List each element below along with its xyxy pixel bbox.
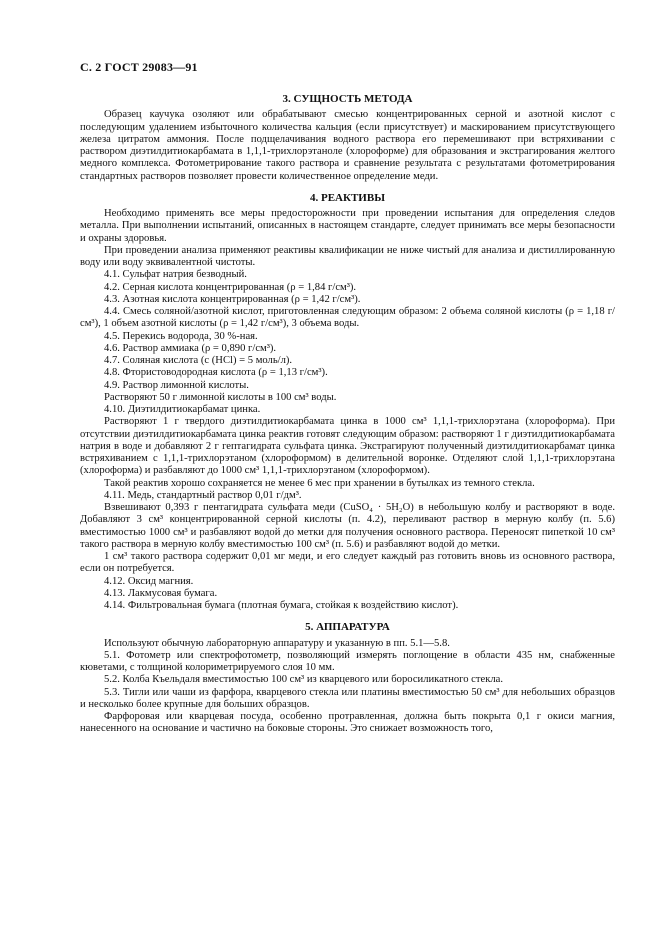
item-5-1: 5.1. Фотометр или спектрофотометр, позволяющий измерять поглощение в области 435 нм, снабженные кюветами, с толщиной колориметрируемого слоя 10 мм.: [80, 649, 615, 673]
item-4-2: 4.2. Серная кислота концентрированная (ρ = 1,84 г/см³).: [104, 281, 357, 293]
item-4-11-paragraph-2: 1 см³ такого раствора содержит 0,01 мг меди, и его следует каждый раз готовить вновь из основного раствора, если он потребуется.: [80, 551, 615, 575]
item-5-2: 5.2. Колба Къельдаля вместимостью 100 см³ из кварцевого или боросиликатного стекла.: [104, 674, 504, 686]
section-5-paragraph-1: Используют обычную лабораторную аппаратуру и указанную в пп. 5.1—5.8.: [104, 637, 450, 649]
item-4-7: 4.7. Соляная кислота (c (HCl) = 5 моль/л).: [104, 355, 293, 366]
item-4-8: 4.8. Фтористоводородная кислота (ρ = 1,13 г/см³).: [104, 367, 328, 379]
running-head: С. 2 ГОСТ 29083—91: [80, 60, 198, 74]
section-3-paragraph: Образец каучука озоляют или обрабатывают смесью концентрированных серной и азотной кислот с последующим удалением избыточного количества кальция (если присутствует) и маскированием присутствующего железа цитратом аммония. После подщелачивания водного раствора его перемешивают при встряхивании с раствором диэтилдитиокарбамата в 1,1,1-трихлорэтаноле (хлороформе) для образования и экстрагирования желтого медного комплекса. Фотометрирование такого раствора и сравнение результата с результатами фотометрирования стандартных растворов позволяет провести количественное определение меди.: [80, 109, 615, 182]
item-4-1: 4.1. Сульфат натрия безводный.: [104, 269, 247, 281]
item-4-11: 4.11. Медь, стандартный раствор 0,01 г/дм³.: [104, 489, 302, 501]
item-5-3: 5.3. Тигли или чаши из фарфора, кварцевого стекла или платины вместимостью 50 см³ для небольших образцов и несколько более крупные для больших образцов.: [80, 686, 615, 710]
document-body: [80, 93, 615, 736]
item-4-9-text: Растворяют 50 г лимонной кислоты в 100 см³ воды.: [104, 391, 337, 403]
item-4-6: 4.6. Раствор аммиака (ρ = 0,890 г/см³).: [104, 342, 277, 354]
section-5-paragraph-2: Фарфоровая или кварцевая посуда, особенно протравленная, должна быть покрыта 0,1 г окиси магния, нанесенного на основание и частично на боковые стороны. Это снижает возможность того,: [80, 711, 615, 735]
section-3-title: 3. СУЩНОСТЬ МЕТОДА: [282, 93, 413, 105]
item-4-13: 4.13. Лакмусовая бумага.: [104, 587, 218, 599]
item-4-11-paragraph-1: Взвешивают 0,393 г пентагидрата сульфата меди (CuSO₄ · 5H₂O) в небольшую колбу и растворяют в воде. Добавляют 3 см³ концентрированной серной кислоты (п. 4.2), переливают раствор в мерную колбу (п. 5.6) вместимостью 1000 см³ и разбавляют водой до метки для получения основного раствора. Переносят пипеткой 10 см³ такого раствора в мерную колбу вместимостью 100 см³ (п. 5.6) и разбавляют водой до метки.: [80, 502, 615, 550]
section-4-paragraph-2: При проведении анализа применяют реактивы квалификации не ниже чистый для анализа и дистиллированную воду или воду эквивалентной чистоты.: [80, 244, 615, 268]
item-4-14: 4.14. Фильтровальная бумага (плотная бумага, стойкая к воздействию кислот).: [104, 600, 459, 611]
section-5-title: 5. АППАРАТУРА: [305, 621, 390, 634]
item-4-10: 4.10. Диэтилдитиокарбамат цинка.: [104, 404, 261, 415]
item-4-3: 4.3. Азотная кислота концентрированная (ρ = 1,42 г/см³).: [104, 293, 361, 305]
item-4-10-paragraph-2: Такой реактив хорошо сохраняется не менее 6 мес при хранении в бутылках из темного стекла.: [104, 477, 535, 489]
item-4-4: 4.4. Смесь соляной/азотной кислот, приготовленная следующим образом: 2 объема соляной кислоты (ρ = 1,18 г/см³), 1 объем азотной кислоты (ρ = 1,42 г/см³), 3 объема воды.: [80, 306, 615, 330]
section-4-paragraph-1: Необходимо применять все меры предосторожности при проведении испытания для определения следов металла. При выполнении испытаний, описанных в настоящем стандарте, следует принимать все меры безопасности и охраны здоровья.: [80, 208, 615, 244]
item-4-12: 4.12. Оксид магния.: [104, 575, 194, 587]
item-4-5: 4.5. Перекись водорода, 30 %-ная.: [104, 330, 258, 342]
item-4-10-paragraph-1: Растворяют 1 г твердого диэтилдитиокарбамата цинка в 1000 см³ 1,1,1-трихлорэтана (хлороформа). При отсутствии диэтилдитиокарбамата цинка реактив готовят следующим образом: растворяют 1 г диэтилдитиокарбамата натрия в воде и добавляют 2 г гептагидрата сульфата цинка. Экстрагируют полученный диэтилдитиокарбамат цинка встряхиванием с 1,1,1-трихлорэтаном (хлороформом) в делительной воронке. Отделяют слой 1,1,1-трихлорэтана (хлороформа) и разбавляют до 1000 см³ 1,1,1-трихлорэтаном (хлороформом).: [80, 416, 615, 477]
item-4-9: 4.9. Раствор лимонной кислоты.: [104, 379, 249, 391]
section-4-title: 4. РЕАКТИВЫ: [309, 191, 385, 204]
